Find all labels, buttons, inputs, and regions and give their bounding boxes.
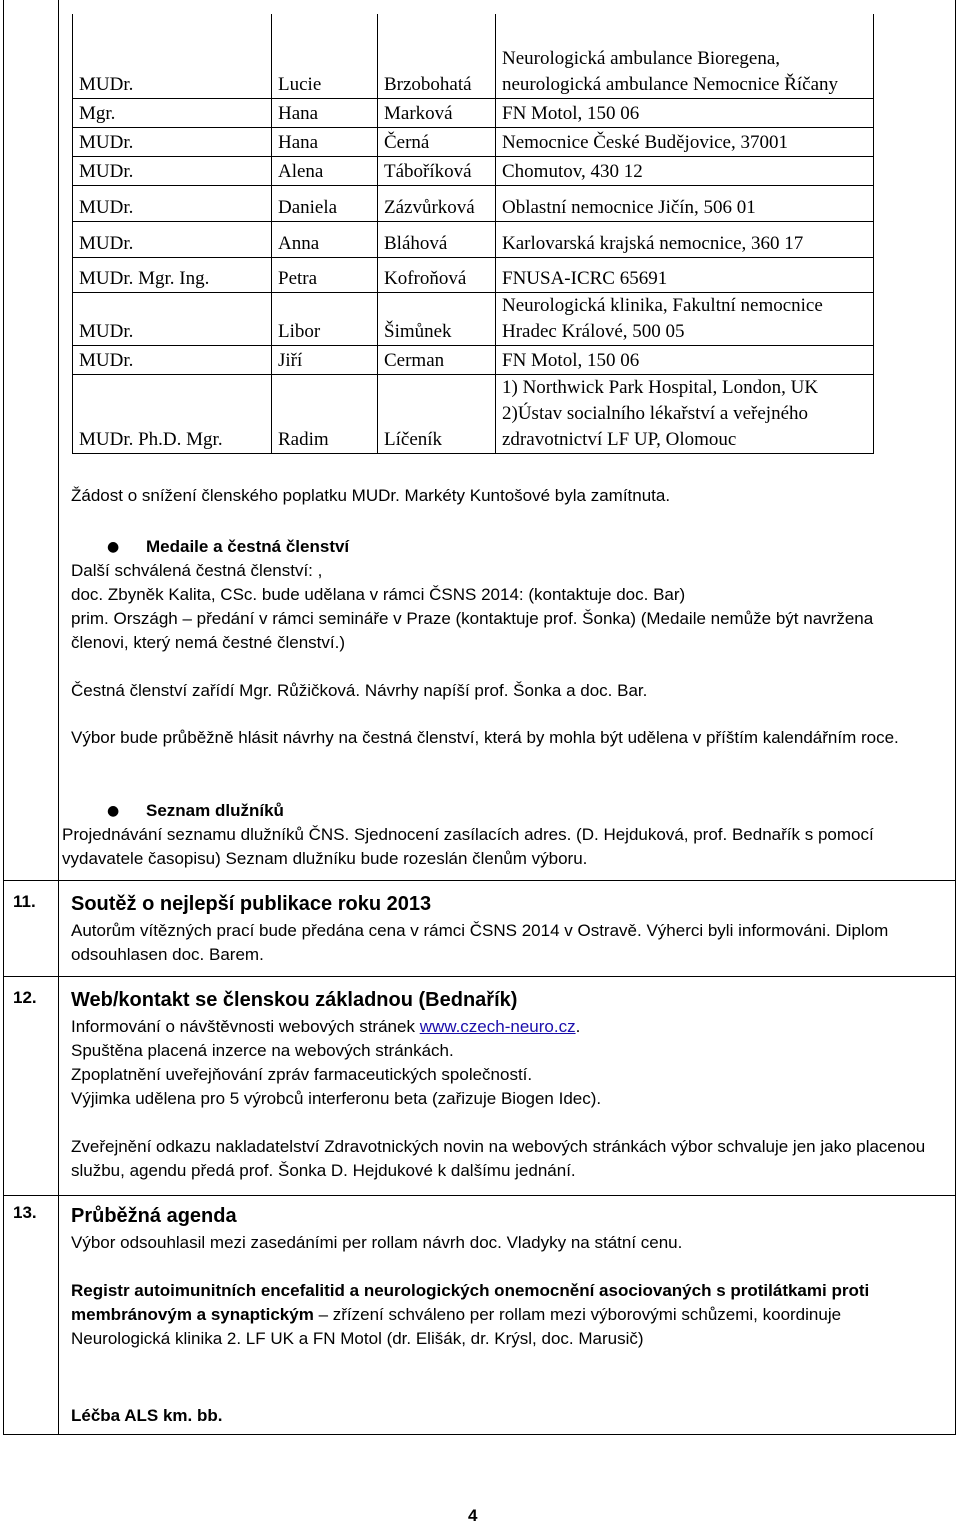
member-last-cell: Šimůnek bbox=[378, 292, 496, 345]
item-12-line-4: Výjimka udělena pro 5 výrobců interferonu beta (zařizuje Biogen Idec). bbox=[71, 1089, 602, 1108]
member-first-cell: Anna bbox=[272, 221, 378, 257]
item-12-number: 12. bbox=[13, 988, 37, 1007]
item-13-title: Průběžná agenda bbox=[71, 1205, 237, 1227]
item-12-line-3: Zpoplatnění uveřejňování zpráv farmaceutických společností. bbox=[71, 1065, 533, 1084]
member-first-cell: Libor bbox=[272, 292, 378, 345]
item-12-line-1 bbox=[71, 1015, 941, 1039]
item-12-title: Web/kontakt se členskou základnou (Bednařík) bbox=[71, 989, 518, 1011]
debtors-text: Projednávání seznamu dlužníků ČNS. Sjednocení zasílacích adres. (D. Hejduková, prof. Bednařík s pomocí vydavatele časopisu) Seznam dlužníku bude rozeslán členům výboru. bbox=[62, 825, 874, 868]
member-title-cell: MUDr. bbox=[73, 156, 272, 185]
als-note: Léčba ALS km. bb. bbox=[71, 1406, 223, 1425]
item-12-line-1-text: Informování o návštěvnosti webových stránek bbox=[71, 1017, 420, 1036]
member-row bbox=[73, 221, 874, 257]
debtors-heading: Seznam dlužníků bbox=[146, 801, 284, 820]
section-divider-11 bbox=[3, 880, 956, 881]
member-first-cell: Radim bbox=[272, 374, 378, 453]
item-12-line-1-suffix: . bbox=[575, 1017, 581, 1036]
item-11-text: Autorům vítězných prací bude předána cena v rámci ČSNS 2014 v Ostravě. Výherci byli informováni. Diplom odsouhlasen doc. Barem. bbox=[71, 921, 889, 964]
page-number: 4 bbox=[468, 1506, 478, 1525]
section-divider-13 bbox=[3, 1195, 956, 1196]
member-title-cell: Mgr. bbox=[73, 98, 272, 127]
member-row bbox=[73, 185, 874, 221]
bullet-icon: ● bbox=[107, 803, 120, 819]
member-title-cell: MUDr. bbox=[73, 14, 272, 98]
member-workplace-cell: Neurologická klinika, Fakultní nemocnice Hradec Králové, 500 05 bbox=[496, 292, 874, 345]
member-last-cell: Bláhová bbox=[378, 221, 496, 257]
member-last-cell: Brzobohatá bbox=[378, 14, 496, 98]
member-workplace-cell: Nemocnice České Budějovice, 37001 bbox=[496, 127, 874, 156]
registry-bold-text: Registr autoimunitních encefalitid a neurologických onemocnění asociovaných s protilátkami proti membránovým a synaptickým bbox=[71, 1281, 870, 1324]
member-last-cell: Kofroňová bbox=[378, 257, 496, 292]
member-workplace-cell: Chomutov, 430 12 bbox=[496, 156, 874, 185]
medals-line-1: Další schválená čestná členství: , bbox=[71, 561, 323, 580]
member-workplace-cell: FN Motol, 150 06 bbox=[496, 345, 874, 374]
member-first-cell: Hana bbox=[272, 98, 378, 127]
member-row bbox=[73, 14, 874, 98]
member-last-cell: Marková bbox=[378, 98, 496, 127]
member-last-cell: Líčeník bbox=[378, 374, 496, 453]
member-title-cell: MUDr. bbox=[73, 185, 272, 221]
member-first-cell: Alena bbox=[272, 156, 378, 185]
member-workplace-cell: Neurologická ambulance Bioregena, neurologická ambulance Nemocnice Říčany bbox=[496, 14, 874, 98]
member-title-cell: MUDr. bbox=[73, 221, 272, 257]
item-13-text: Výbor odsouhlasil mezi zasedáními per rollam návrh doc. Vladyky na státní cenu. bbox=[71, 1233, 683, 1252]
member-title-cell: MUDr. Mgr. Ing. bbox=[73, 257, 272, 292]
medals-arranges: Čestná členství zařídí Mgr. Růžičková. Návrhy napíší prof. Šonka a doc. Bar. bbox=[71, 681, 648, 700]
member-first-cell: Lucie bbox=[272, 14, 378, 98]
member-row bbox=[73, 127, 874, 156]
member-workplace-cell: FN Motol, 150 06 bbox=[496, 98, 874, 127]
item-11-title: Soutěž o nejlepší publikace roku 2013 bbox=[71, 893, 432, 915]
member-row bbox=[73, 156, 874, 185]
member-last-cell: Cerman bbox=[378, 345, 496, 374]
registry-paragraph bbox=[71, 1279, 921, 1351]
member-last-cell: Černá bbox=[378, 127, 496, 156]
member-row bbox=[73, 98, 874, 127]
member-workplace-cell: Oblastní nemocnice Jičín, 506 01 bbox=[496, 185, 874, 221]
member-row bbox=[73, 257, 874, 292]
member-title-cell: MUDr. Ph.D. Mgr. bbox=[73, 374, 272, 453]
member-workplace-cell: Karlovarská krajská nemocnice, 360 17 bbox=[496, 221, 874, 257]
medals-committee: Výbor bude průběžně hlásit návrhy na čestná členství, která by mohla být udělena v příštím kalendářním roce. bbox=[71, 728, 899, 747]
member-last-cell: Zázvůrková bbox=[378, 185, 496, 221]
member-first-cell: Daniela bbox=[272, 185, 378, 221]
rejection-note: Žádost o snížení členského poplatku MUDr. Markéty Kuntošové byla zamítnuta. bbox=[71, 486, 671, 505]
member-first-cell: Petra bbox=[272, 257, 378, 292]
members-table bbox=[72, 14, 874, 454]
registry-rest-text: – zřízení schváleno per rollam mezi výborovými schůzemi, koordinuje Neurologická klinika 2. LF UK a FN Motol (dr. Elišák, dr. Krýsl, doc. Marusič) bbox=[71, 1305, 842, 1348]
member-first-cell: Jiří bbox=[272, 345, 378, 374]
item-11-number: 11. bbox=[13, 892, 36, 911]
member-last-cell: Táboříková bbox=[378, 156, 496, 185]
member-workplace-cell: FNUSA-ICRC 65691 bbox=[496, 257, 874, 292]
item-13-number: 13. bbox=[13, 1203, 37, 1222]
member-row bbox=[73, 345, 874, 374]
member-first-cell: Hana bbox=[272, 127, 378, 156]
bullet-icon: ● bbox=[107, 539, 120, 555]
member-row bbox=[73, 292, 874, 345]
item-12-paragraph: Zveřejnění odkazu nakladatelství Zdravotnických novin na webových stránkách výbor schvaluje jen jako placenou službu, agendu předá prof. Šonka D. Hejdukové k dalšímu jednání. bbox=[71, 1137, 926, 1180]
medals-heading: Medaile a čestná členství bbox=[146, 537, 350, 556]
member-title-cell: MUDr. bbox=[73, 127, 272, 156]
member-title-cell: MUDr. bbox=[73, 345, 272, 374]
section-divider-12 bbox=[3, 976, 956, 977]
number-column-divider bbox=[58, 0, 59, 1435]
member-workplace-cell: 1) Northwick Park Hospital, London, UK 2)Ústav socialního lékařství a veřejného zdravotnictví LF UP, Olomouc bbox=[496, 374, 874, 453]
item-12-line-2: Spuštěna placená inzerce na webových stránkách. bbox=[71, 1041, 454, 1060]
member-title-cell: MUDr. bbox=[73, 292, 272, 345]
medals-line-2: doc. Zbyněk Kalita, CSc. bude udělana v rámci ČSNS 2014: (kontaktuje doc. Bar) bbox=[71, 585, 686, 604]
medals-line-3: prim. Országh – předání v rámci semináře v Praze (kontaktuje prof. Šonka) (Medaile nemůže být navržena členovi, který nemá čestné členství.) bbox=[71, 609, 874, 652]
member-row bbox=[73, 374, 874, 453]
website-link[interactable]: www.czech-neuro.cz bbox=[419, 1017, 576, 1036]
